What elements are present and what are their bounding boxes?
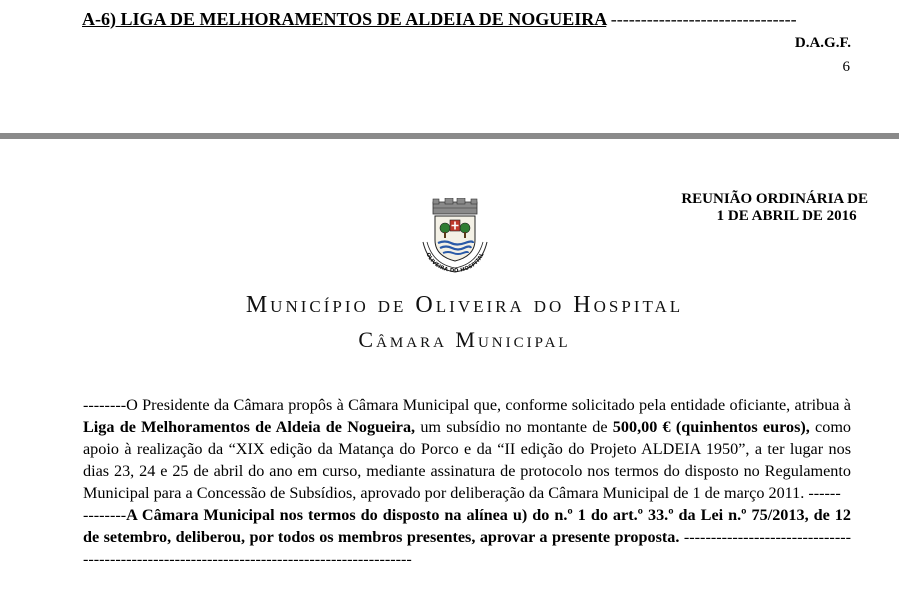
section-title: A-6) LIGA DE MELHORAMENTOS DE ALDEIA DE NOGUEIRA	[82, 9, 607, 29]
crown-icon	[433, 198, 477, 214]
municipality-name: Município de Oliveira do Hospital	[245, 292, 684, 318]
proposal-paragraph	[83, 394, 851, 504]
department-code: D.A.G.F.	[794, 35, 851, 51]
page-divider	[0, 133, 899, 139]
proposal-text-part-1: --------O Presidente da Câmara propôs à Câmara Municipal que, conforme solicitado pela entidade oficiante, atribua à	[83, 396, 851, 414]
deliberation-text: A Câmara Municipal nos termos do disposto na alínea u) do n.º 1 do art.º 33.º da Lei n.º 75/2013, de 12 de setembro, deliberou, por todos os membros presentes, aprovar a presente proposta.	[83, 506, 851, 546]
beneficiary-name: Liga de Melhoramentos de Aldeia de Nogueira,	[83, 418, 416, 436]
proposal-text-part-2: um subsídio no montante de	[415, 418, 613, 436]
shield-icon	[435, 216, 475, 261]
meeting-date: 1 DE ABRIL DE 2016	[716, 208, 857, 224]
deliberation-paragraph	[83, 504, 851, 570]
subsidy-amount: 500,00 € (quinhentos euros),	[612, 418, 810, 436]
proposal-text-part-3: como apoio à realização da “XIX edição da Matança do Porco e da “II edição do Projeto ALDEIA 1950”, a ter lugar nos dias 23, 24 e 25 de abril do ano em curso, mediante assinatura de protocolo nos termos do disposto no Regulamento Municipal para a Concessão de Subsídios, aprovado por deliberação da Câmara Municipal de 1 de março 2011. ------	[83, 418, 852, 502]
municipal-coat-of-arms-icon	[415, 198, 495, 276]
meeting-type: REUNIÃO ORDINÁRIA DE	[681, 191, 868, 207]
crest-ring-text: OLIVEIRA DO HOSPITAL	[424, 251, 486, 275]
minutes-body	[83, 394, 851, 570]
deliberation-dashes-lead: --------	[83, 506, 127, 524]
deliberation-dashes-trail: --------------------------------------------------------------------------------------------	[83, 528, 851, 568]
section-heading	[82, 9, 852, 30]
page-number: 6	[842, 59, 850, 75]
section-title-dashes: -------------------------------	[610, 9, 797, 29]
meeting-date-block	[681, 191, 868, 225]
council-name: Câmara Municipal	[358, 327, 571, 352]
